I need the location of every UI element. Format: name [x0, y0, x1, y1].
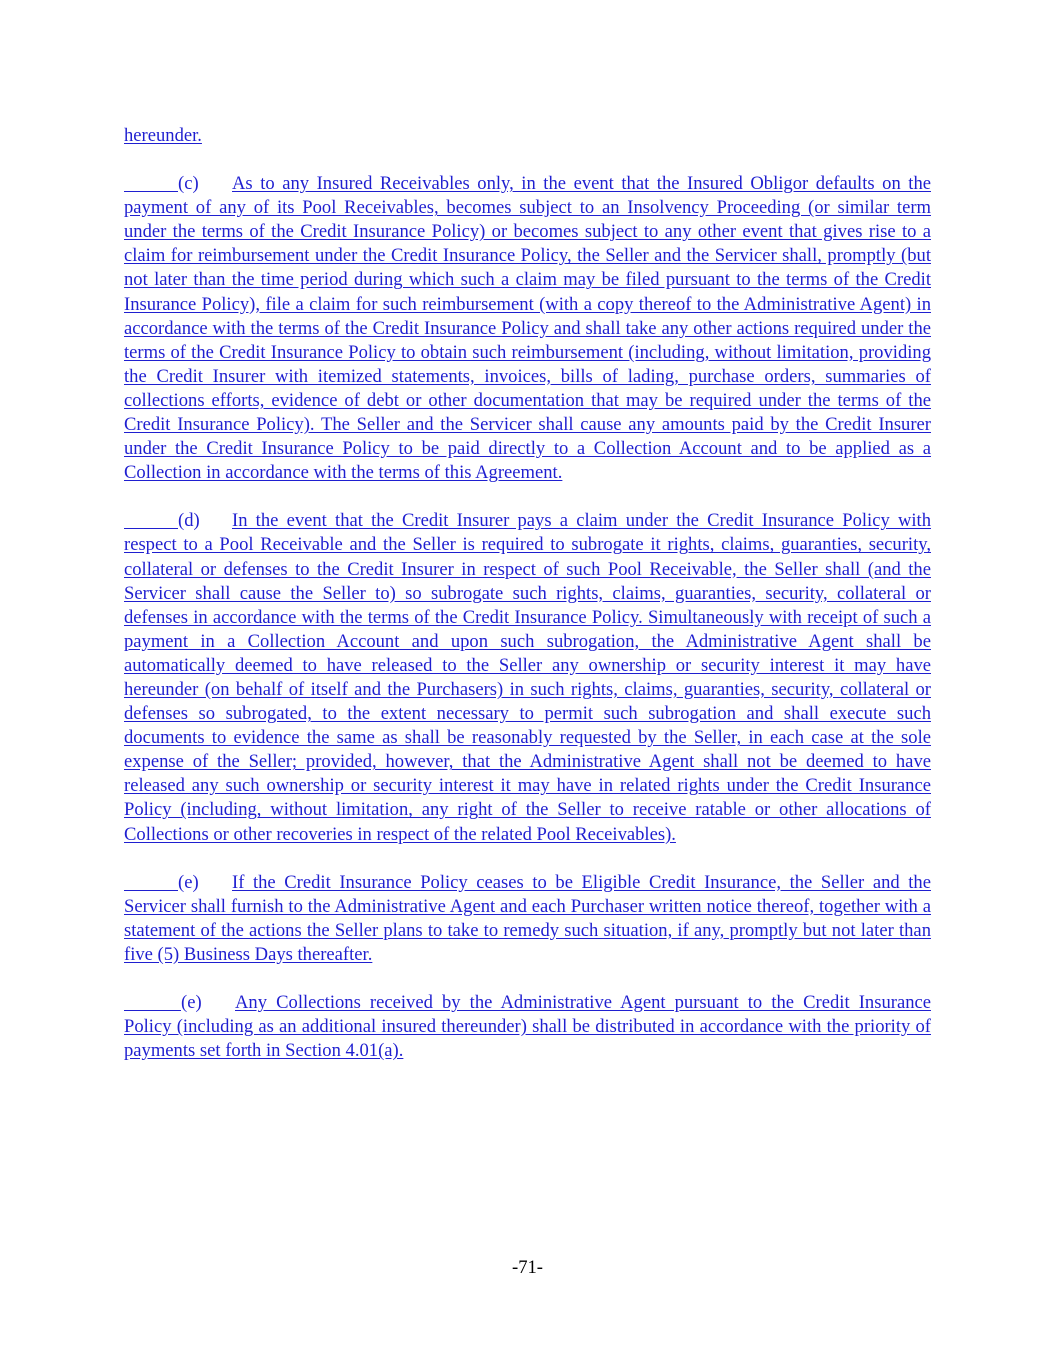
paragraph-d — [124, 509, 931, 846]
paragraph-label: (d) — [178, 510, 200, 532]
paragraph-text: In the event that the Credit Insurer pays a claim under the Credit Insurance Policy with respect to a Pool Receivable and the Seller is required to subrogate it rights, claims, guaranties, security, collateral or defenses to the Credit Insurer in respect of such Pool Receivable, the Seller shall (and the Servicer shall cause the Seller to) so subrogate such rights, claims, guaranties, security, collateral or defenses in accordance with the terms of the Credit Insurance Policy. Simultaneously with receipt of such a payment in a Collection Account and upon such subrogation, the Administrative Agent shall be automatically deemed to have released to the Seller any ownership or security interest it may have hereunder (on behalf of itself and the Purchasers) in such rights, claims, guaranties, security, collateral or defenses so subrogated, to the extent necessary to permit such subrogation and shall execute such documents to evidence the same as shall be reasonably requested by the Seller, in each case at the sole expense of the Seller; provided, however, that the Administrative Agent shall not be deemed to have released any such ownership or security interest it may have in related rights under the Credit Insurance Policy (including, without limitation, any right of the Seller to receive ratable or other allocations of Collections or other recoveries in respect of the related Pool Receivables). — [124, 510, 931, 845]
paragraph-label: (c) — [178, 173, 199, 195]
paragraph-text: Any Collections received by the Administrative Agent pursuant to the Credit Insurance Policy (including as an additional insured thereunder) shall be distributed in accordance with the priority of payments set forth in Section 4.01(a). — [124, 992, 931, 1062]
paragraph-text: As to any Insured Receivables only, in the event that the Insured Obligor defaults on the payment of any of its Pool Receivables, becomes subject to an Insolvency Proceeding (or similar term under the terms of the Credit Insurance Policy) or becomes subject to any other event that gives rise to a claim for reimbursement under the Credit Insurance Policy, the Seller and the Servicer shall, promptly (but not later than the time period during which such a claim may be filed pursuant to the terms of the Credit Insurance Policy), file a claim for such reimbursement (with a copy thereof to the Administrative Agent) in accordance with the terms of the Credit Insurance Policy and shall take any other actions required under the terms of the Credit Insurance Policy to obtain such reimbursement (including, without limitation, providing the Credit Insurer with itemized statements, invoices, bills of lading, purchase orders, summaries of collections efforts, evidence of debt or other documentation that may be required under the terms of the Credit Insurance Policy). The Seller and the Servicer shall cause any amounts paid by the Credit Insurer under the Credit Insurance Policy to be paid directly to a Collection Account and to be applied as a Collection in accordance with the terms of this Agreement. — [124, 173, 931, 484]
paragraph-label: (e) — [178, 871, 199, 893]
indent-tab — [124, 173, 178, 193]
indent-tab — [124, 871, 178, 891]
indent-tab — [124, 510, 178, 530]
document-body — [124, 124, 931, 1063]
page-number: -71- — [512, 1257, 543, 1278]
paragraph-e-eligible-insurance — [124, 871, 931, 967]
continuation-line — [124, 124, 931, 148]
paragraph-text: If the Credit Insurance Policy ceases to be Eligible Credit Insurance, the Seller and the Servicer shall furnish to the Administrative Agent and each Purchaser written notice thereof, together with a statement of the actions the Seller plans to take to remedy such situation, if any, promptly but not later than five (5) Business Days thereafter. — [124, 871, 931, 965]
indent-tab — [124, 991, 181, 1011]
paragraph-e-collections — [124, 991, 931, 1063]
paragraph-c — [124, 172, 931, 485]
continuation-text: hereunder. — [124, 125, 202, 146]
paragraph-label: (e) — [181, 992, 202, 1013]
